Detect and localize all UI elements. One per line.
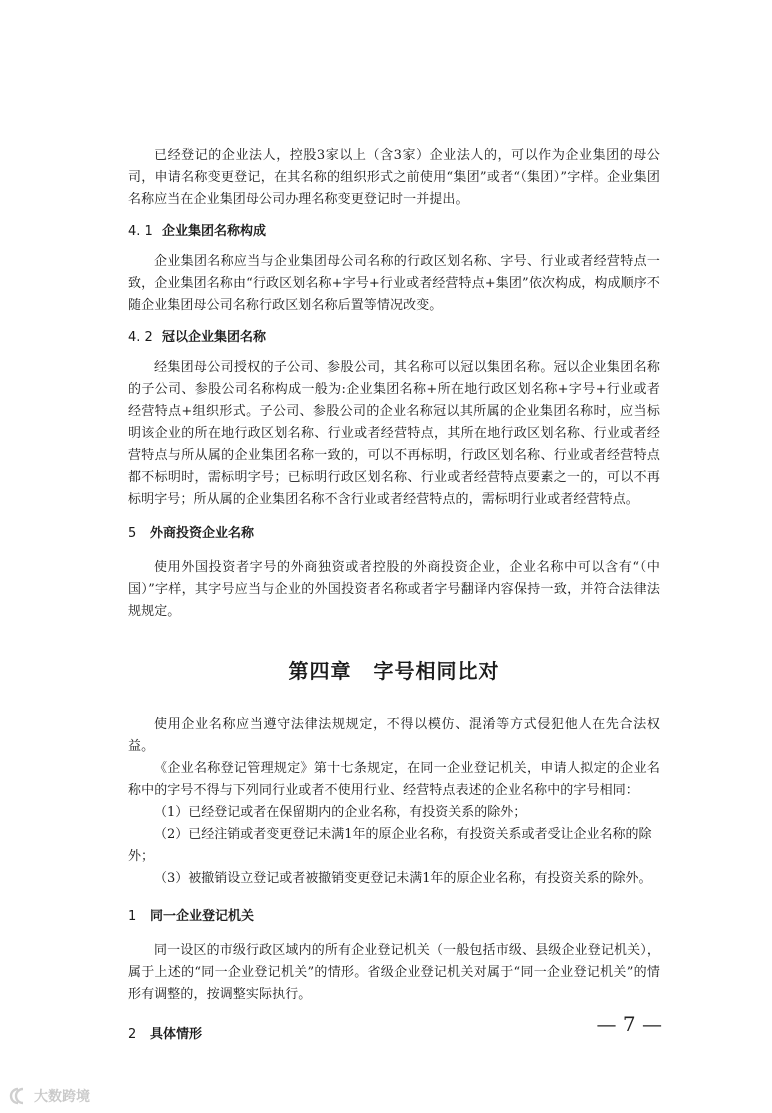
paragraph-foreign-investment: 使用外国投资者字号的外商独资或者控股的外商投资企业，企业名称中可以含有“（中国）”字样，其字号应当与企业的外国投资者名称或者字号翻译内容保持一致，并符合法律法规规定。: [128, 560, 660, 619]
document-body: [128, 145, 660, 1054]
list-item: （1）已经登记或者在保留期内的企业名称，有投资关系的除外；: [154, 805, 527, 820]
paragraph-group-registration: 已经登记的企业法人，控股3家以上（含3家）企业法人的，可以作为企业集团的母公司，申请名称变更登记，在其名称的组织形式之前使用“集团”或者“（集团）”字样。企业集团名称应当在企业集团母公司办理名称变更登记时一并提出。: [128, 148, 660, 207]
section-number: 5: [128, 526, 137, 541]
paragraph-chapter-intro: 使用企业名称应当遵守法律法规规定，不得以模仿、混淆等方式侵犯他人在先合法权益。: [128, 717, 660, 754]
page-number: — 7 —: [596, 1012, 662, 1036]
section-title: 企业集团名称构成: [162, 224, 267, 239]
section-number: 4. 1: [128, 224, 153, 239]
section-title: 冠以企业集团名称: [162, 330, 267, 345]
section-number: 4. 2: [128, 330, 153, 345]
watermark-logo-icon: [8, 1087, 30, 1105]
section-title: 同一企业登记机关: [150, 909, 255, 924]
section-heading-5: [128, 525, 660, 543]
watermark-text: 大数跨境: [34, 1089, 90, 1105]
paragraph-group-prefix: 经集团母公司授权的子公司、参股公司，其名称可以冠以集团名称。冠以企业集团名称的子公司、参股公司名称构成一般为:企业集团名称+所在地行政区划名称+字号+行业或者经营特点+组织形式。子公司、参股公司的企业名称冠以其所属的企业集团名称时，应当标明该企业的所在地行政区划名称、行业或者经营特点，其所在地行政区划名称、行业或者经营特点与所从属的企业集团名称一致的，可以不再标明，行政区划名称、行业或者经营特点都不标明时，需标明字号；已标明行政区划名称、行业或者经营特点要素之一的，可以不再标明字号；所从属的企业集团名称不含行业或者经营特点的，需标明行业或者经营特点。: [128, 360, 660, 507]
section-title: 外商投资企业名称: [150, 526, 255, 541]
chapter-label: 第四章: [288, 659, 352, 683]
chapter-name: 字号相同比对: [373, 659, 500, 683]
list-item: （2）已经注销或者变更登记未满1年的原企业名称，有投资关系或者受让企业名称的除外；: [128, 827, 652, 864]
section-heading-4-1: [128, 223, 660, 241]
paragraph-group-name-structure: 企业集团名称应当与企业集团母公司名称的行政区划名称、字号、行业或者经营特点一致，企业集团名称由“行政区划名称+字号+行业或者经营特点+集团”依次构成，构成顺序不随企业集团母公司名称行政区划名称后置等情况改变。: [128, 254, 660, 313]
section-number: 2: [128, 1027, 137, 1042]
section-heading-1: [128, 908, 660, 926]
paragraph-regulation: 《企业名称登记管理规定》第十七条规定，在同一企业登记机关，申请人拟定的企业名称中的字号不得与下列同行业或者不使用行业、经营特点表述的企业名称中的字号相同：: [128, 761, 660, 798]
chapter-title: [128, 655, 660, 684]
section-heading-2: [128, 1026, 660, 1044]
section-number: 1: [128, 909, 137, 924]
section-title: 具体情形: [150, 1027, 203, 1042]
section-heading-4-2: [128, 329, 660, 347]
list-item: （3）被撤销设立登记或者被撤销变更登记未满1年的原企业名称，有投资关系的除外。: [154, 871, 652, 886]
watermark: [8, 1086, 90, 1106]
paragraph-same-authority: 同一设区的市级行政区域内的所有企业登记机关（一般包括市级、县级企业登记机关），属于上述的“同一企业登记机关”的情形。省级企业登记机关对属于“同一企业登记机关”的情形有调整的，按调整实际执行。: [128, 943, 660, 1002]
